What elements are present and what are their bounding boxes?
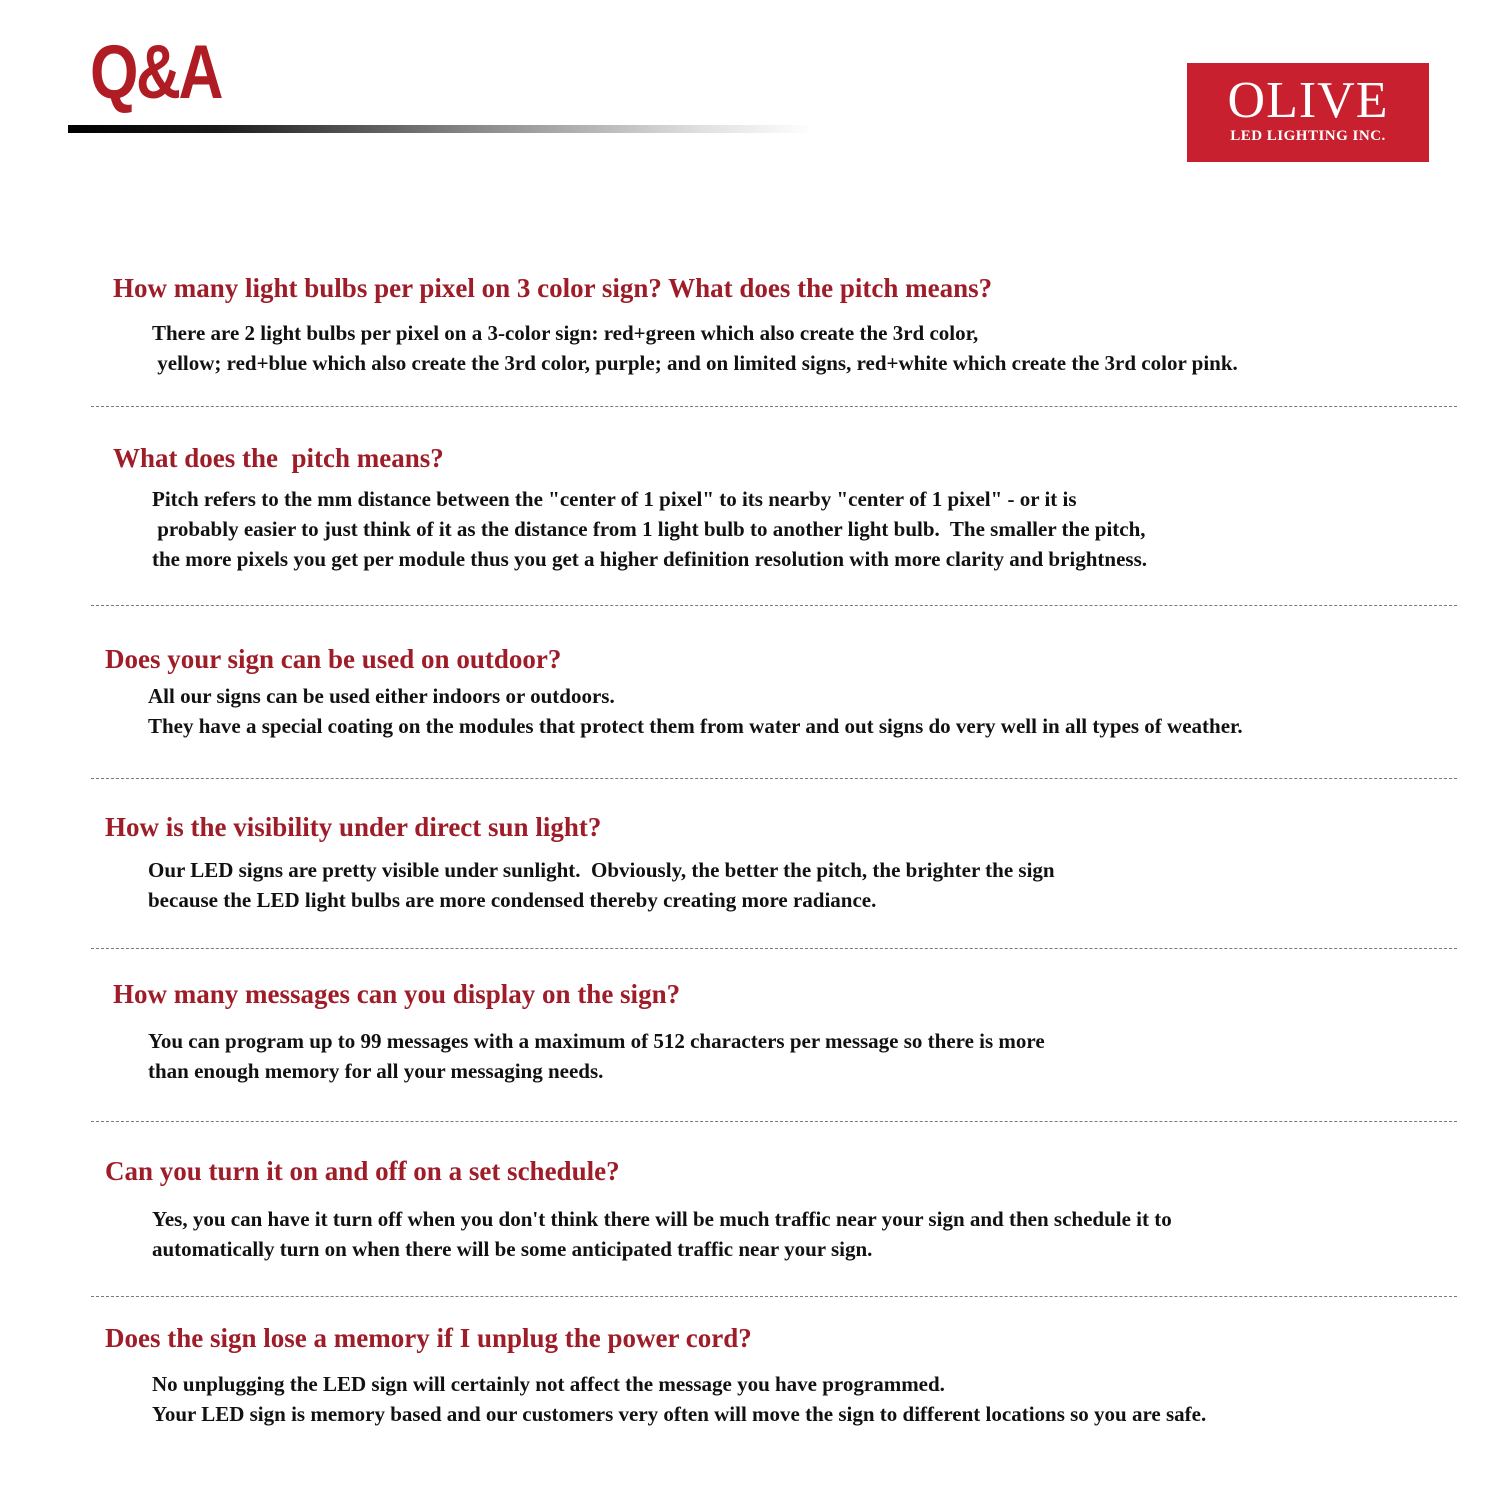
faq-question: Can you turn it on and off on a set schedule? [105,1156,620,1186]
faq-answer-line: Pitch refers to the mm distance between the "center of 1 pixel" to its nearby "center of 1 pixel" - or it is [152,487,1077,511]
olive-logo [1187,63,1429,162]
faq-answer [152,1369,1206,1429]
faq-question: Does the sign lose a memory if I unplug the power cord? [105,1323,752,1353]
title-underline [68,125,813,133]
faq-answer [148,1026,1045,1086]
page-title: Q&A [90,30,222,115]
faq-answer-line: than enough memory for all your messaging needs. [148,1059,604,1083]
faq-answer-line: Yes, you can have it turn off when you don't think there will be much traffic near your sign and then schedule it to [152,1207,1172,1231]
faq-answer-line: They have a special coating on the modules that protect them from water and out signs do very well in all types of weather. [148,714,1243,738]
faq-divider [91,778,1457,779]
faq-answer-line: Our LED signs are pretty visible under sunlight. Obviously, the better the pitch, the brighter the sign [148,858,1055,882]
faq-answer-line: All our signs can be used either indoors or outdoors. [148,684,615,708]
faq-question: How is the visibility under direct sun light? [105,812,602,842]
faq-question: What does the pitch means? [113,443,444,473]
faq-answer-line: There are 2 light bulbs per pixel on a 3-color sign: red+green which also create the 3rd color, [152,321,979,345]
faq-answer-line: Your LED sign is memory based and our customers very often will move the sign to different locations so you are safe. [152,1402,1207,1426]
faq-divider [91,1296,1457,1297]
faq-divider [91,605,1457,606]
faq-answer-line: You can program up to 99 messages with a maximum of 512 characters per message so there is more [148,1029,1045,1053]
faq-answer [148,855,1055,915]
faq-divider [91,1121,1457,1122]
faq-question: How many messages can you display on the sign? [113,979,681,1009]
logo-name: OLIVE [1227,72,1389,129]
faq-answer-line: No unplugging the LED sign will certainly not affect the message you have programmed. [152,1372,945,1396]
faq-answer [152,484,1147,574]
faq-divider [91,406,1457,407]
faq-answer-line: the more pixels you get per module thus you get a higher definition resolution with more clarity and brightness. [152,547,1147,571]
faq-divider [91,948,1457,949]
faq-answer-line: yellow; red+blue which also create the 3rd color, purple; and on limited signs, red+white which create the 3rd color pink. [152,351,1238,375]
faq-answer-line: automatically turn on when there will be some anticipated traffic near your sign. [152,1237,873,1261]
faq-answer-line: because the LED light bulbs are more condensed thereby creating more radiance. [148,888,877,912]
faq-question: How many light bulbs per pixel on 3 color sign? What does the pitch means? [113,273,993,303]
faq-answer-line: probably easier to just think of it as the distance from 1 light bulb to another light bulb. The smaller the pitch, [152,517,1146,541]
faq-answer [148,681,1243,741]
faq-answer [152,1204,1172,1264]
faq-question: Does your sign can be used on outdoor? [105,644,562,674]
faq-answer [152,318,1238,378]
logo-subtitle: LED LIGHTING INC. [1230,128,1386,144]
